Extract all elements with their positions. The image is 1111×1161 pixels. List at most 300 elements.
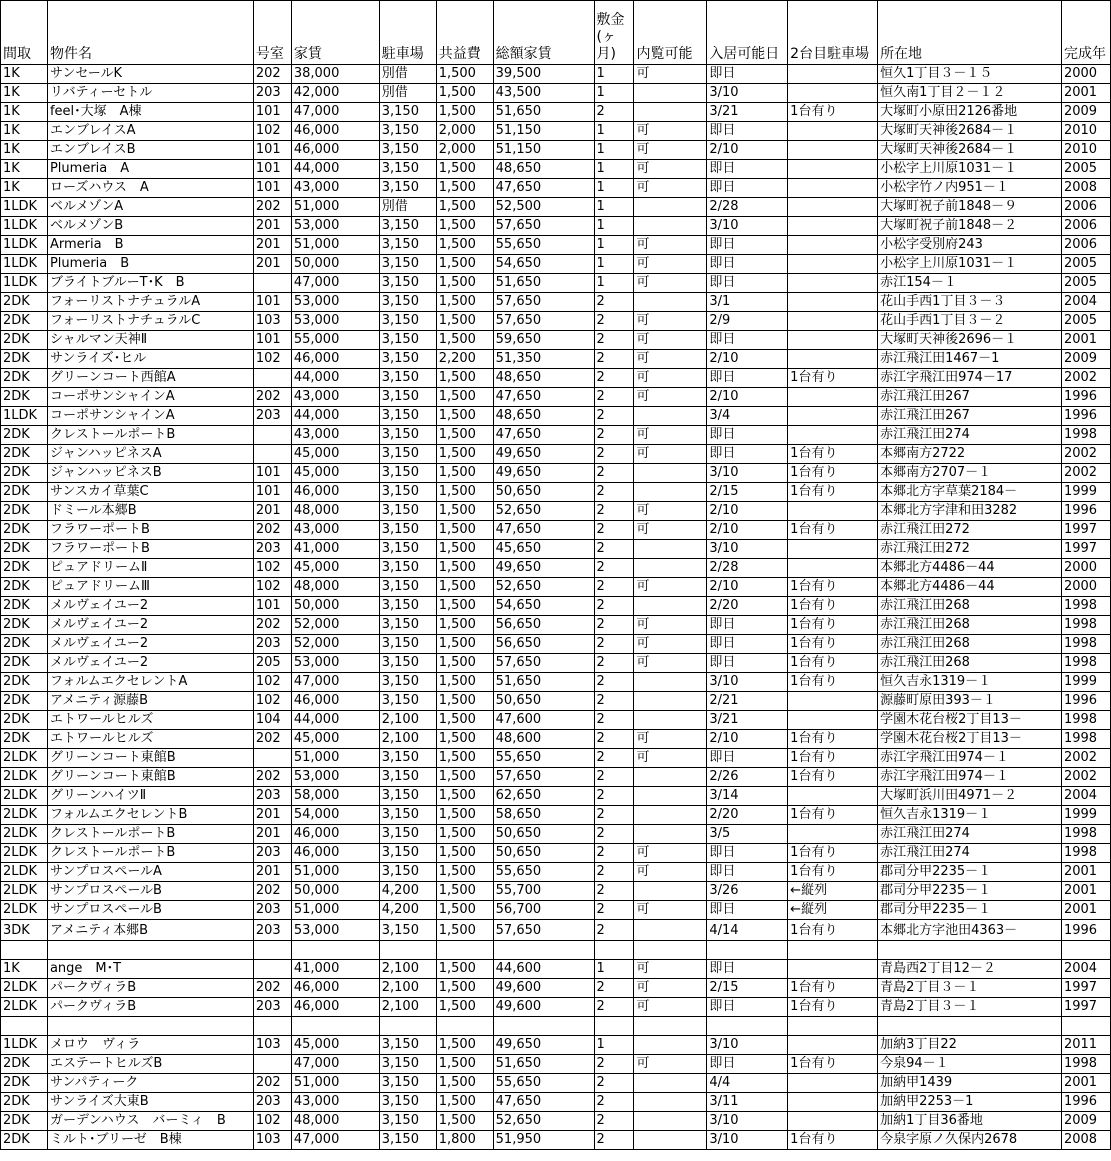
cell-second-parking [788,293,878,312]
cell-property-name: Plumeria B [47,255,253,274]
cell-completion-year: 2002 [1061,445,1110,464]
cell-parking: 3,150 [379,426,436,445]
cell-address: 大塚町浜川田4971－２ [878,787,1062,806]
cell-viewing-available [634,882,707,901]
cell-room-number: 201 [253,806,291,825]
table-row [1,1093,1111,1112]
cell-total-rent: 50,650 [493,692,594,711]
cell-second-parking: 1台有り [788,369,878,388]
cell-completion-year [1061,1017,1110,1036]
cell-layout: 2DK [1,1131,48,1150]
cell-total-rent [493,1017,594,1036]
cell-second-parking [788,236,878,255]
cell-rent: 46,000 [291,122,379,141]
cell-layout: 1K [1,179,48,198]
cell-common-fee: 1,500 [436,635,493,654]
cell-rent: 52,000 [291,616,379,635]
cell-parking: 3,150 [379,768,436,787]
cell-layout: 2DK [1,464,48,483]
cell-layout: 2DK [1,350,48,369]
cell-viewing-available: 可 [634,521,707,540]
cell-second-parking [788,65,878,84]
cell-common-fee: 1,500 [436,407,493,426]
cell-deposit-months: 2 [594,407,634,426]
cell-second-parking [788,179,878,198]
cell-address: 加納1丁目36番地 [878,1112,1062,1131]
cell-parking: 3,150 [379,483,436,502]
cell-total-rent: 52,500 [493,198,594,217]
cell-viewing-available [634,464,707,483]
cell-common-fee: 1,500 [436,1093,493,1112]
table-row [1,502,1111,521]
cell-move-in-date [707,941,788,960]
cell-address: 恒久南1丁目２－１２ [878,84,1062,103]
cell-viewing-available: 可 [634,502,707,521]
cell-second-parking [788,122,878,141]
cell-common-fee: 1,500 [436,578,493,597]
cell-total-rent: 44,600 [493,960,594,979]
cell-deposit-months: 2 [594,1074,634,1093]
header-layout: 間取 [1,1,48,65]
cell-common-fee: 1,500 [436,882,493,901]
cell-property-name: サンスカイ草葉C [47,483,253,502]
cell-rent: 46,000 [291,350,379,369]
cell-rent: 44,000 [291,160,379,179]
cell-move-in-date: 3/10 [707,673,788,692]
cell-address: 郡司分甲2235－１ [878,863,1062,882]
cell-property-name: グリーンコート東館B [47,749,253,768]
cell-common-fee: 1,500 [436,388,493,407]
cell-common-fee [436,1017,493,1036]
cell-viewing-available: 可 [634,1055,707,1074]
cell-room-number: 102 [253,673,291,692]
cell-deposit-months: 2 [594,521,634,540]
table-row [1,1131,1111,1150]
cell-room-number: 102 [253,1112,291,1131]
cell-second-parking [788,960,878,979]
cell-rent: 51,000 [291,1074,379,1093]
cell-move-in-date: 即日 [707,960,788,979]
cell-address: 赤江飛江田1467－1 [878,350,1062,369]
cell-common-fee: 1,500 [436,236,493,255]
cell-completion-year: 2011 [1061,1036,1110,1055]
cell-room-number: 101 [253,293,291,312]
cell-viewing-available: 可 [634,160,707,179]
cell-viewing-available: 可 [634,844,707,863]
cell-second-parking [788,1093,878,1112]
cell-move-in-date: 3/21 [707,103,788,122]
cell-address: 加納甲2253－1 [878,1093,1062,1112]
cell-parking: 別借 [379,84,436,103]
cell-deposit-months: 2 [594,1112,634,1131]
cell-deposit-months [594,941,634,960]
cell-total-rent: 43,500 [493,84,594,103]
cell-layout: 2DK [1,597,48,616]
cell-deposit-months: 2 [594,483,634,502]
cell-common-fee: 1,500 [436,103,493,122]
table-row [1,616,1111,635]
cell-second-parking: 1台有り [788,464,878,483]
cell-common-fee: 1,500 [436,502,493,521]
cell-rent: 51,000 [291,236,379,255]
cell-move-in-date: 3/10 [707,1131,788,1150]
cell-parking: 3,150 [379,293,436,312]
cell-address: 本郷北方字草葉2184－ [878,483,1062,502]
cell-layout: 1LDK [1,198,48,217]
cell-parking: 3,150 [379,1055,436,1074]
cell-layout: 2DK [1,521,48,540]
cell-move-in-date: 3/11 [707,1093,788,1112]
cell-completion-year: 2008 [1061,1131,1110,1150]
cell-viewing-available: 可 [634,388,707,407]
cell-move-in-date: 2/9 [707,312,788,331]
cell-viewing-available: 可 [634,578,707,597]
header-row [1,1,1111,65]
cell-second-parking: 1台有り [788,806,878,825]
cell-property-name: ベルメゾンB [47,217,253,236]
cell-room-number: 101 [253,179,291,198]
cell-common-fee: 1,500 [436,84,493,103]
cell-completion-year: 2002 [1061,749,1110,768]
cell-parking: 3,150 [379,350,436,369]
table-row [1,331,1111,350]
cell-move-in-date: 2/15 [707,483,788,502]
cell-rent: 45,000 [291,464,379,483]
cell-rent: 43,000 [291,426,379,445]
cell-completion-year: 2000 [1061,559,1110,578]
cell-parking: 3,150 [379,673,436,692]
cell-parking: 3,150 [379,122,436,141]
cell-room-number: 203 [253,635,291,654]
table-row [1,1074,1111,1093]
cell-property-name: クレストールポートB [47,426,253,445]
cell-room-number: 202 [253,198,291,217]
cell-total-rent: 52,650 [493,578,594,597]
cell-second-parking [788,141,878,160]
cell-address: 恒久吉永1319－１ [878,806,1062,825]
cell-move-in-date: 2/10 [707,502,788,521]
cell-rent: 54,000 [291,806,379,825]
table-row [1,388,1111,407]
table-row [1,350,1111,369]
cell-move-in-date: 即日 [707,331,788,350]
cell-room-number: 202 [253,521,291,540]
cell-layout: 1K [1,65,48,84]
cell-total-rent: 57,650 [493,217,594,236]
cell-room-number: 101 [253,160,291,179]
cell-layout: 2DK [1,654,48,673]
cell-parking: 3,150 [379,540,436,559]
cell-parking: 3,150 [379,1093,436,1112]
cell-room-number: 203 [253,787,291,806]
table-row [1,673,1111,692]
cell-property-name: エトワールヒルズ [47,711,253,730]
cell-total-rent: 49,650 [493,464,594,483]
cell-room-number: 104 [253,711,291,730]
cell-total-rent: 57,650 [493,920,594,941]
cell-common-fee: 2,000 [436,141,493,160]
cell-deposit-months: 2 [594,293,634,312]
cell-layout: 2LDK [1,882,48,901]
cell-completion-year: 2005 [1061,255,1110,274]
cell-rent: 47,000 [291,103,379,122]
cell-deposit-months: 2 [594,426,634,445]
cell-completion-year: 1997 [1061,998,1110,1017]
cell-deposit-months: 2 [594,578,634,597]
cell-rent [291,1017,379,1036]
cell-address: 赤江飛江田272 [878,521,1062,540]
cell-common-fee: 1,500 [436,445,493,464]
table-row [1,103,1111,122]
cell-common-fee: 1,500 [436,1074,493,1093]
cell-deposit-months: 2 [594,369,634,388]
cell-viewing-available [634,1017,707,1036]
cell-completion-year: 1998 [1061,711,1110,730]
cell-property-name: メルヴェイユー2 [47,616,253,635]
cell-layout: 1K [1,141,48,160]
cell-common-fee: 1,500 [436,616,493,635]
cell-property-name: シャルマン天神Ⅱ [47,331,253,350]
cell-rent: 46,000 [291,483,379,502]
cell-room-number: 202 [253,768,291,787]
cell-second-parking [788,255,878,274]
cell-viewing-available [634,1036,707,1055]
cell-second-parking: 1台有り [788,768,878,787]
cell-total-rent: 47,650 [493,521,594,540]
cell-move-in-date: 2/15 [707,979,788,998]
cell-deposit-months: 1 [594,65,634,84]
table-row [1,635,1111,654]
cell-address: 花山手西1丁目３－３ [878,293,1062,312]
cell-parking: 3,150 [379,407,436,426]
cell-property-name: ピュアドリームⅡ [47,559,253,578]
header-move-in-date: 入居可能日 [707,1,788,65]
cell-viewing-available [634,806,707,825]
cell-completion-year: 1996 [1061,1093,1110,1112]
cell-common-fee: 1,500 [436,901,493,920]
cell-parking: 3,150 [379,825,436,844]
cell-deposit-months: 2 [594,559,634,578]
cell-move-in-date: 即日 [707,445,788,464]
cell-layout: 2DK [1,692,48,711]
cell-address: 赤江飛江田274 [878,825,1062,844]
table-row [1,844,1111,863]
cell-completion-year: 1997 [1061,540,1110,559]
cell-viewing-available [634,941,707,960]
cell-address: 花山手西1丁目３－２ [878,312,1062,331]
cell-total-rent: 49,650 [493,445,594,464]
cell-viewing-available [634,825,707,844]
cell-address [878,941,1062,960]
cell-layout: 1LDK [1,255,48,274]
cell-viewing-available [634,1112,707,1131]
cell-common-fee: 2,200 [436,350,493,369]
cell-property-name: サンプロスペールB [47,901,253,920]
cell-common-fee: 1,500 [436,787,493,806]
cell-parking: 3,150 [379,787,436,806]
cell-completion-year: 1999 [1061,483,1110,502]
cell-property-name: ミルト･ブリーゼ B棟 [47,1131,253,1150]
cell-rent: 51,000 [291,198,379,217]
cell-move-in-date: 即日 [707,616,788,635]
cell-room-number: 202 [253,388,291,407]
cell-completion-year: 2010 [1061,122,1110,141]
cell-address: 今泉字原ノ久保内2678 [878,1131,1062,1150]
cell-completion-year: 2004 [1061,293,1110,312]
cell-viewing-available [634,787,707,806]
cell-common-fee: 1,500 [436,1112,493,1131]
cell-second-parking: 1台有り [788,673,878,692]
cell-layout: 2DK [1,312,48,331]
cell-room-number: 201 [253,236,291,255]
cell-room-number: 203 [253,901,291,920]
cell-total-rent: 47,650 [493,1093,594,1112]
cell-common-fee: 1,500 [436,312,493,331]
cell-room-number: 101 [253,597,291,616]
cell-deposit-months: 2 [594,673,634,692]
cell-parking: 3,150 [379,179,436,198]
header-address: 所在地 [878,1,1062,65]
cell-viewing-available [634,103,707,122]
cell-move-in-date: 即日 [707,255,788,274]
cell-deposit-months: 1 [594,960,634,979]
cell-completion-year: 2001 [1061,863,1110,882]
cell-rent: 42,000 [291,84,379,103]
table-row [1,521,1111,540]
cell-viewing-available: 可 [634,369,707,388]
cell-viewing-available [634,597,707,616]
cell-second-parking [788,1036,878,1055]
cell-layout: 2LDK [1,863,48,882]
cell-viewing-available [634,711,707,730]
cell-common-fee: 1,500 [436,654,493,673]
cell-viewing-available: 可 [634,635,707,654]
cell-total-rent: 47,650 [493,426,594,445]
cell-deposit-months: 1 [594,160,634,179]
cell-address: 青島2丁目３－１ [878,998,1062,1017]
cell-rent: 45,000 [291,730,379,749]
cell-property-name: グリーンハイツⅡ [47,787,253,806]
cell-viewing-available [634,1131,707,1150]
cell-layout: 2DK [1,1074,48,1093]
cell-viewing-available: 可 [634,445,707,464]
cell-completion-year: 2000 [1061,65,1110,84]
cell-common-fee: 1,500 [436,331,493,350]
cell-second-parking [788,787,878,806]
cell-layout: 2DK [1,673,48,692]
cell-common-fee: 1,500 [436,692,493,711]
cell-layout: 2DK [1,369,48,388]
cell-common-fee: 1,500 [436,293,493,312]
cell-total-rent: 47,600 [493,711,594,730]
table-row [1,255,1111,274]
cell-viewing-available: 可 [634,960,707,979]
cell-deposit-months: 2 [594,654,634,673]
cell-property-name: メルヴェイユー2 [47,654,253,673]
cell-viewing-available [634,540,707,559]
cell-parking: 2,100 [379,711,436,730]
cell-deposit-months: 2 [594,901,634,920]
cell-completion-year: 1996 [1061,502,1110,521]
cell-address: 本郷北方字池田4363－ [878,920,1062,941]
table-row [1,979,1111,998]
cell-rent: 44,000 [291,407,379,426]
cell-second-parking: 1台有り [788,1131,878,1150]
cell-common-fee: 1,500 [436,711,493,730]
cell-parking: 3,150 [379,103,436,122]
cell-deposit-months: 2 [594,920,634,941]
table-row [1,787,1111,806]
cell-second-parking [788,711,878,730]
table-row [1,445,1111,464]
cell-second-parking [788,941,878,960]
cell-property-name: ピュアドリームⅢ [47,578,253,597]
cell-total-rent: 57,650 [493,312,594,331]
cell-total-rent: 49,600 [493,979,594,998]
cell-completion-year: 1998 [1061,635,1110,654]
cell-common-fee: 1,500 [436,825,493,844]
cell-total-rent: 55,650 [493,749,594,768]
cell-second-parking: 1台有り [788,730,878,749]
cell-second-parking [788,217,878,236]
cell-address: 小松字上川原1031－１ [878,255,1062,274]
cell-parking: 3,150 [379,806,436,825]
cell-room-number: 203 [253,84,291,103]
cell-rent: 46,000 [291,692,379,711]
cell-common-fee: 1,500 [436,998,493,1017]
table-row [1,540,1111,559]
cell-room-number: 203 [253,844,291,863]
cell-parking: 3,150 [379,369,436,388]
cell-completion-year: 1999 [1061,806,1110,825]
cell-address: 赤江飛江田267 [878,407,1062,426]
cell-parking: 3,150 [379,312,436,331]
cell-common-fee: 1,500 [436,749,493,768]
cell-common-fee: 1,500 [436,806,493,825]
cell-second-parking [788,502,878,521]
cell-layout: 2DK [1,293,48,312]
cell-deposit-months: 2 [594,787,634,806]
cell-total-rent: 50,650 [493,844,594,863]
cell-completion-year: 2001 [1061,331,1110,350]
cell-address: 赤江飛江田268 [878,616,1062,635]
cell-address: 赤江飛江田268 [878,635,1062,654]
cell-second-parking: 1台有り [788,578,878,597]
cell-viewing-available [634,483,707,502]
cell-move-in-date: 即日 [707,863,788,882]
cell-layout: 2DK [1,388,48,407]
cell-completion-year: 2006 [1061,198,1110,217]
cell-address: 赤江飛江田274 [878,844,1062,863]
cell-rent: 44,000 [291,369,379,388]
cell-viewing-available [634,84,707,103]
table-row [1,1112,1111,1131]
cell-total-rent: 57,650 [493,654,594,673]
cell-parking: 3,150 [379,521,436,540]
cell-deposit-months: 2 [594,540,634,559]
cell-parking: 3,150 [379,597,436,616]
cell-deposit-months: 1 [594,255,634,274]
cell-move-in-date: 即日 [707,426,788,445]
cell-common-fee: 1,500 [436,863,493,882]
cell-layout: 3DK [1,920,48,941]
cell-viewing-available [634,217,707,236]
header-parking: 駐車場 [379,1,436,65]
cell-parking: 3,150 [379,1131,436,1150]
cell-layout: 1K [1,160,48,179]
cell-completion-year: 1998 [1061,825,1110,844]
cell-deposit-months: 1 [594,141,634,160]
